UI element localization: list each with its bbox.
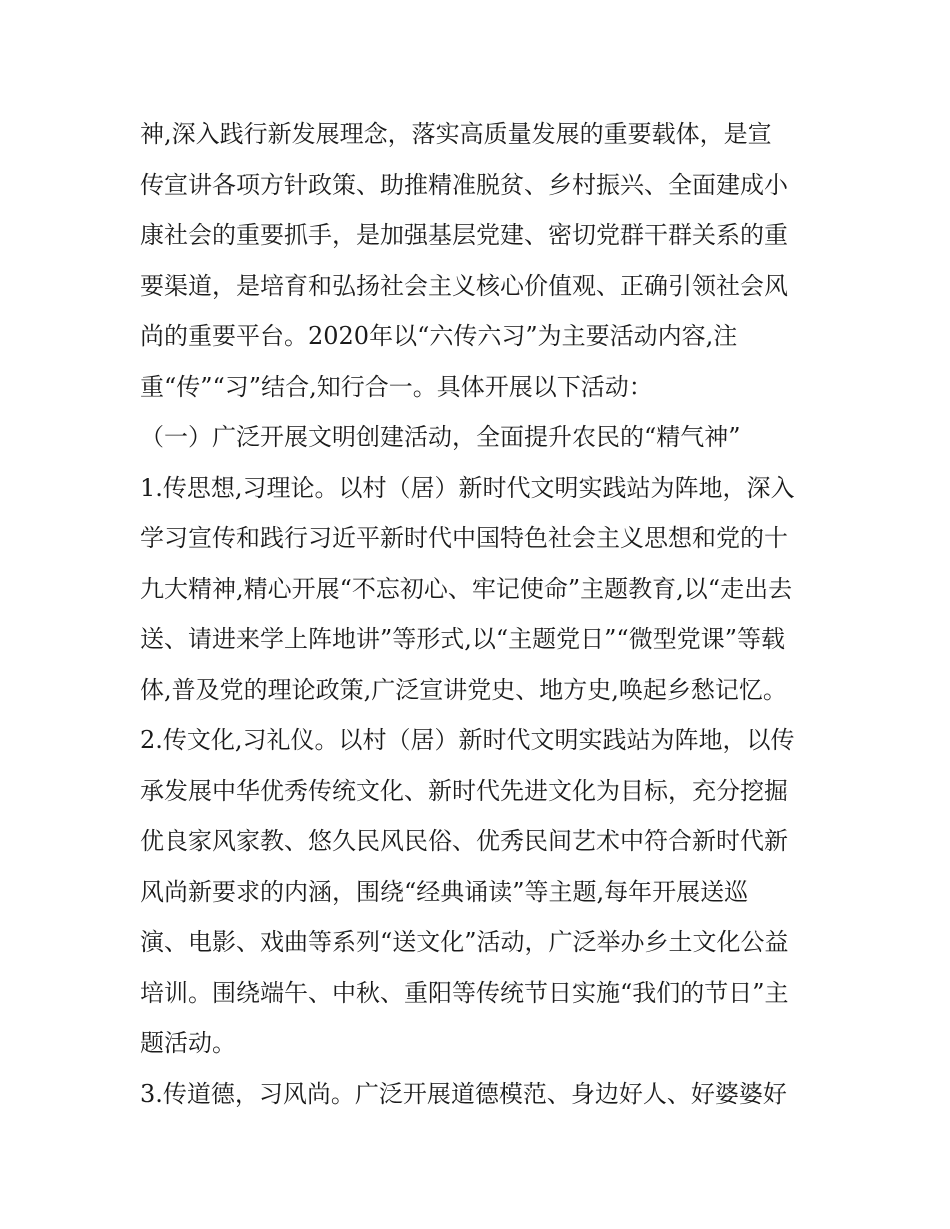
text-line: 学习宣传和践行习近平新时代中国特色社会主义思想和党的十: [140, 524, 788, 552]
list-item-heading: 2.传文化,习礼仪。以村（居）新时代文明实践站为阵地，以传: [140, 726, 795, 754]
text-line: 风尚新要求的内涵，围绕“经典诵读”等主题,每年开展送巡: [140, 877, 749, 906]
document-body: [140, 109, 820, 1119]
text-line: 九大精神,精心开展“不忘初心、牢记使命”主题教育,以“走出去: [140, 574, 793, 603]
list-item-heading: 3.传道德，习风尚。广泛开展道德模范、身边好人、好婆婆好: [140, 1079, 787, 1108]
text-line: 优良家风家教、悠久民风民俗、优秀民间艺术中符合新时代新: [140, 827, 788, 855]
text-line: 送、请进来学上阵地讲”等形式,以“主题党日”“微型党课”等载: [140, 625, 785, 653]
list-item-heading: 1.传思想,习理论。以村（居）新时代文明实践站为阵地，深入: [140, 473, 795, 502]
text-line: 培训。围绕端午、中秋、重阳等传统节日实施“我们的节日”主: [140, 978, 789, 1007]
text-line: 重“传”“习”结合,知行合一。具体开展以下活动：: [140, 372, 653, 401]
text-line: 体,普及党的理论政策,广泛宣讲党史、地方史,唤起乡愁记忆。: [140, 675, 787, 704]
text-line: 康社会的重要抓手，是加强基层党建、密切党群干群关系的重: [140, 221, 788, 249]
text-line: 题活动。: [140, 1029, 236, 1057]
text-line: 承发展中华优秀传统文化、新时代先进文化为目标，充分挖掘: [140, 776, 788, 805]
text-line: 要渠道，是培育和弘扬社会主义核心价值观、正确引领社会风: [140, 271, 788, 300]
text-line: 尚的重要平台。2020年以“六传六习”为主要活动内容,注: [140, 322, 738, 350]
text-line: 演、电影、戏曲等系列“送文化”活动，广泛举办乡土文化公益: [140, 928, 789, 956]
text-line: 传宣讲各项方针政策、助推精准脱贫、乡村振兴、全面建成小: [140, 170, 788, 199]
section-heading: （一）广泛开展文明创建活动，全面提升农民的“精气神”: [140, 423, 741, 451]
text-line: 神,深入践行新发展理念，落实高质量发展的重要载体，是宣: [140, 120, 772, 148]
